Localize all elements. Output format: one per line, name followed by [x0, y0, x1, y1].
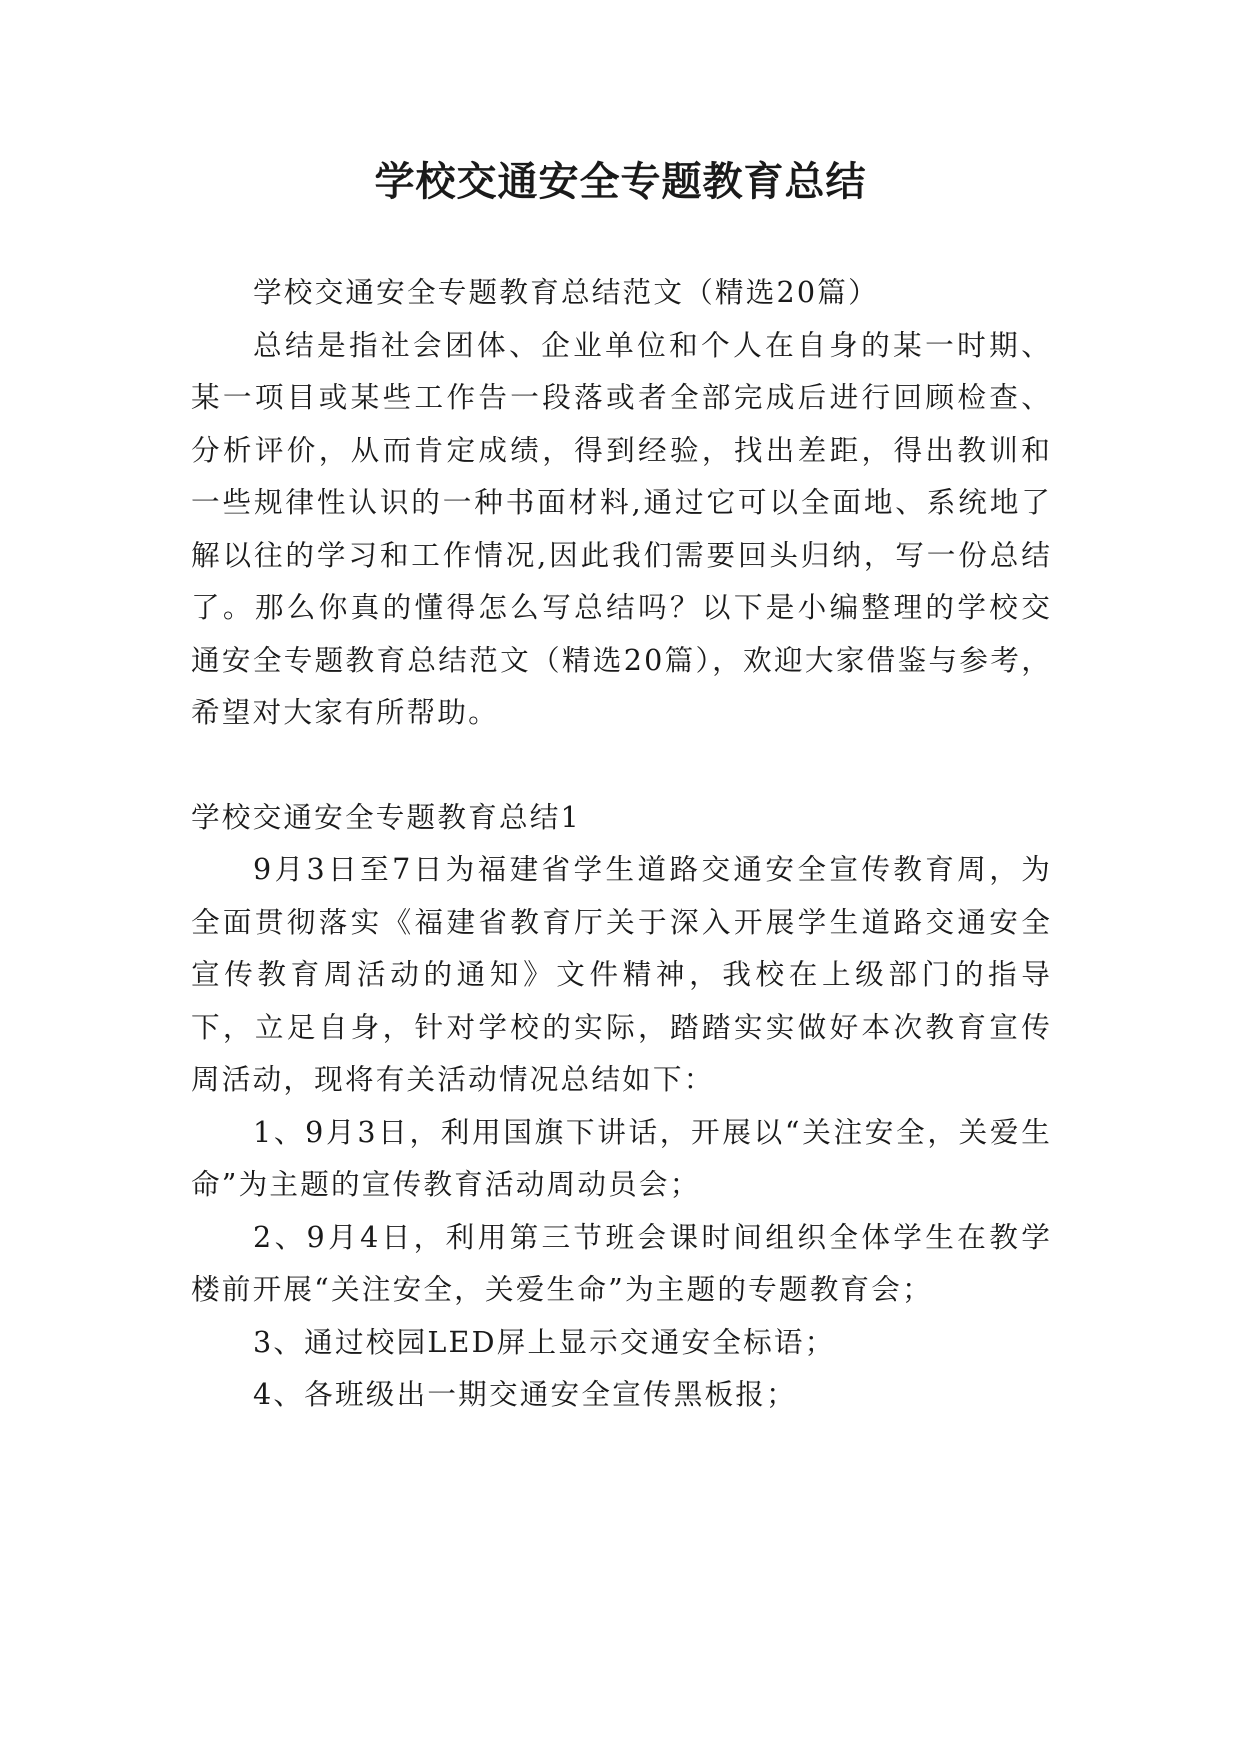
document-body [191, 266, 1052, 1421]
intro-paragraph: 总结是指社会团体、企业单位和个人在自身的某一时期、某一项目或某些工作告一段落或者全部完成后进行回顾检查、分析评价，从而肯定成绩，得到经验，找出差距，得出教训和一些规律性认识的一种书面材料,通过它可以全面地、系统地了解以往的学习和工作情况,因此我们需要回头归纳，写一份总结了。那么你真的懂得怎么写总结吗？以下是小编整理的学校交通安全专题教育总结范文（精选20篇），欢迎大家借鉴与参考，希望对大家有所帮助。 [191, 327, 1052, 729]
paragraph-spacer [191, 739, 1052, 791]
section-heading: 学校交通安全专题教育总结1 [191, 799, 581, 834]
document-title: 学校交通安全专题教育总结 [374, 159, 867, 205]
list-item: 3、通过校园LED屏上显示交通安全标语； [253, 1324, 836, 1359]
list-item: 1、9月3日，利用国旗下讲话，开展以“关注安全，关爱生命”为主题的宣传教育活动周动员会； [191, 1114, 1052, 1201]
list-item: 2、9月4日，利用第三节班会课时间组织全体学生在教学楼前开展“关注安全，关爱生命”为主题的专题教育会； [191, 1219, 1052, 1306]
section-paragraph: 9月3日至7日为福建省学生道路交通安全宣传教育周，为全面贯彻落实《福建省教育厅关于深入开展学生道路交通安全宣传教育周活动的通知》文件精神，我校在上级部门的指导下，立足自身，针对学校的实际，踏踏实实做好本次教育宣传周活动，现将有关活动情况总结如下： [191, 852, 1052, 1096]
list-item: 4、各班级出一期交通安全宣传黑板报； [253, 1377, 797, 1411]
document-subtitle: 学校交通安全专题教育总结范文（精选20篇） [253, 275, 879, 309]
